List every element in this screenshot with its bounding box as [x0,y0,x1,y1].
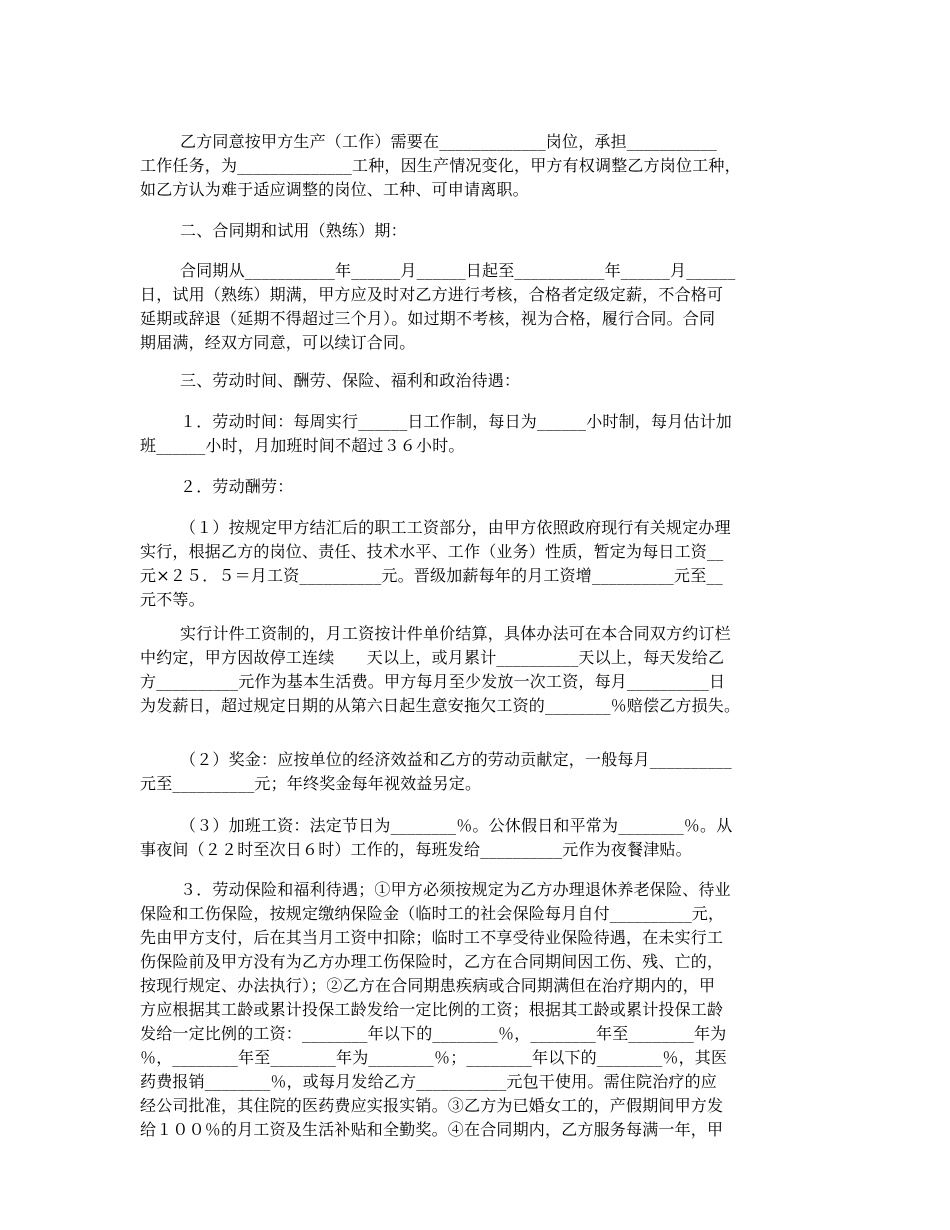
paragraph-post-assignment [140,130,880,202]
text-line: 工作任务，为______________工种，因生产情况变化，甲方有权调整乙方岗位工种， [140,156,741,175]
text-line: 药费报销________％，或每月发给乙方___________元包干使用。需住院治疗的应 [140,1072,718,1091]
text-line: 方应根据其工龄或累计投保工龄发给一定比例的工资；根据其工龄或累计投保工龄 [140,1000,724,1019]
paragraph-monthly-wage [140,516,880,612]
text-line: 班______小时，月加班时间不超过３６小时。 [140,436,465,455]
text-line: 事夜间（２２时至次日６时）工作的，每班发给__________元作为夜餐津贴。 [140,840,692,859]
text-line: 保险和工伤保险，按规定缴纳保险金（临时工的社会保险每月自付__________元， [140,904,725,923]
section-heading-working-conditions [140,369,880,393]
text-line: 给１００％的月工资及生活补贴和全勤奖。④在合同期内，乙方服务每满一年，甲 [140,1120,724,1139]
text-line: 合同期从___________年______月______日起至___________年______月______ [180,261,736,280]
heading-line: 二、合同期和试用（熟练）期： [180,221,407,240]
text-line: 实行，根据乙方的岗位、责任、技术水平、工作（业务）性质，暂定为每日工资__ [140,542,724,561]
text-line: 元至__________元；年终奖金每年视效益另定。 [140,774,482,793]
paragraph-overtime-pay [140,814,880,862]
text-line: 按现行规定、办法执行）；②乙方在合同期患疾病或合同期满但在治疗期内的，甲 [140,976,716,995]
paragraph-insurance-welfare [140,878,880,1142]
text-line: （３）加班工资：法定节日为________％。公休假日和平常为________％。从 [180,816,733,835]
section-heading-contract-period [140,219,880,243]
text-line: （２）奖金：应按单位的经济效益和乙方的劳动贡献定，一般每月__________ [180,750,732,769]
text-line: 方__________元作为基本生活费。甲方每月至少发放一次工资，每月__________日 [140,672,726,691]
text-line: 日，试用（熟练）期满，甲方应及时对乙方进行考核，合格者定级定薪，不合格可 [140,285,724,304]
paragraph-bonus [140,748,880,796]
heading-line: ２．劳动酬劳： [180,477,294,496]
text-line: 为发薪日，超过规定日期的从第六日起生意安拖欠工资的________％赔偿乙方损失。 [140,696,741,715]
text-line: １．劳动时间：每周实行______日工作制，每日为______小时制，每月估计加 [180,412,733,431]
text-line: 发给一定比例的工资：________年以下的________％，________年至________年为 [140,1024,727,1043]
heading-line: 三、劳动时间、酬劳、保险、福利和政治待遇： [180,371,521,390]
text-line: （１）按规定甲方结汇后的职工工资部分，由甲方依照政府现行有关规定办理 [180,518,731,537]
text-line: 期届满，经双方同意，可以续订合同。 [140,333,416,352]
text-line: 伤保险前及甲方没有为乙方办理工伤保险时，乙方在合同期间因工伤、残、亡的， [140,952,724,971]
text-line: 延期或辞退（延期不得超过三个月）。如过期不考核，视为合格，履行合同。合同 [140,309,716,328]
text-line: 元不等。 [140,590,205,609]
text-line: 元×２５．５＝月工资__________元。晋级加薪每年的月工资增__________元至__ [140,566,723,585]
paragraph-piece-rate [140,622,880,718]
text-line: ％，________年至________年为________％；________年以下的________％，其医 [140,1048,728,1067]
text-line: 实行计件工资制的，月工资按计件单价结算，具体办法可在本合同双方约订栏 [180,624,731,643]
text-line: 如乙方认为难于适应调整的岗位、工种、可申请离职。 [140,180,529,199]
text-line: 先由甲方支付，后在其当月工资中扣除；临时工不享受待业保险待遇，在未实行工 [140,928,724,947]
paragraph-contract-period [140,259,880,355]
paragraph-working-hours [140,410,880,458]
text-line: ３．劳动保险和福利待遇；①甲方必须按规定为乙方办理退休养老保险、待业 [180,880,731,899]
subheading-remuneration [140,475,880,499]
text-line: 经公司批准，其住院的医药费应实报实销。③乙方为已婚女工的，产假期间甲方发 [140,1096,724,1115]
text-line: 乙方同意按甲方生产（工作）需要在_____________岗位，承担___________ [180,132,718,151]
text-line: 中约定，甲方因故停工连续 天以上，或月累计__________天以上，每天发给乙 [140,648,725,667]
